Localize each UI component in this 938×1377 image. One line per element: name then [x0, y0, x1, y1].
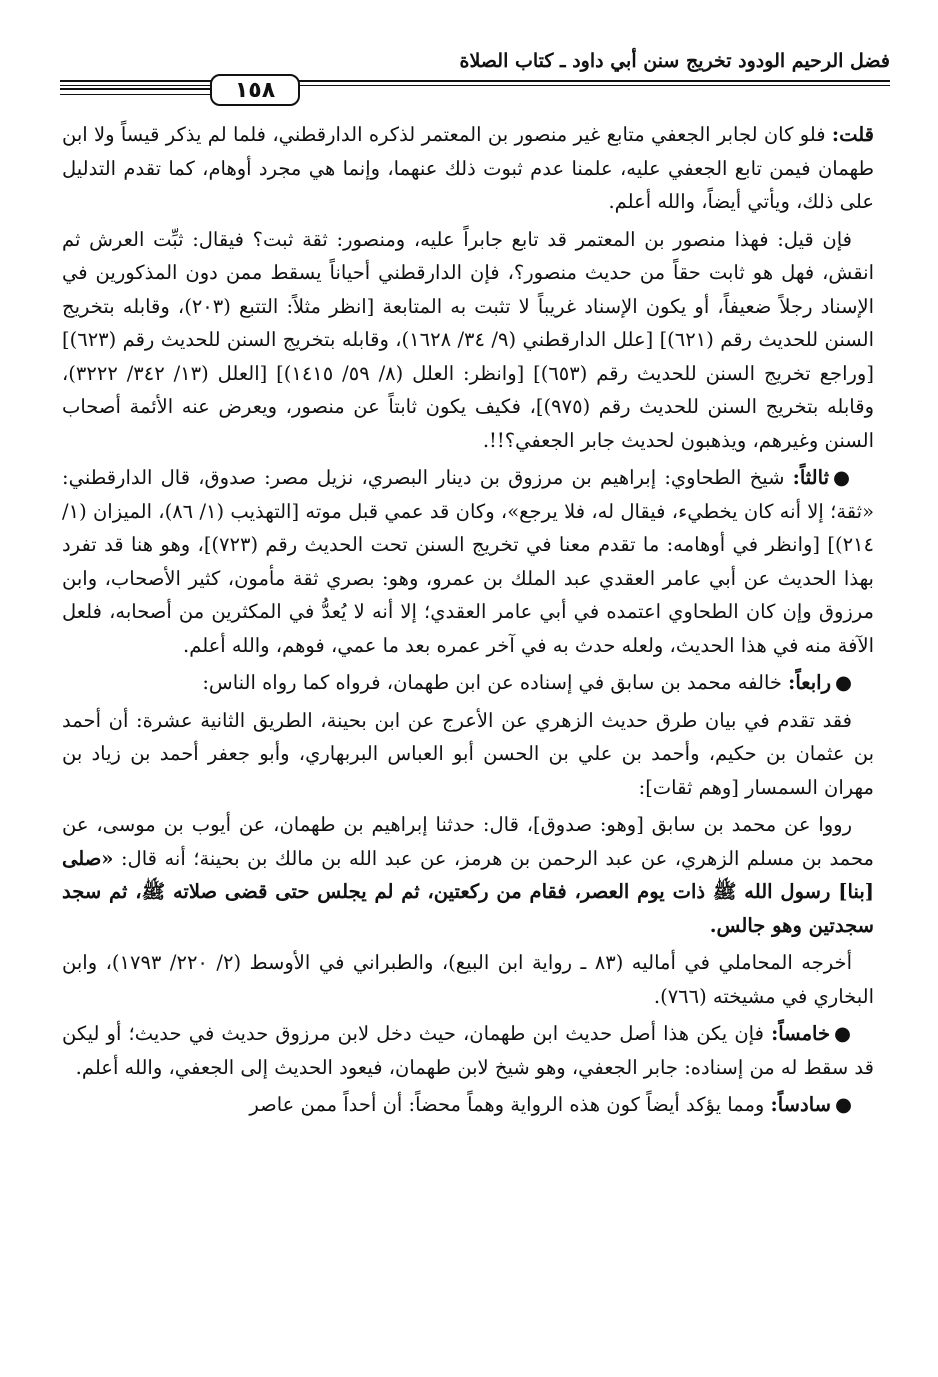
paragraph-text: فقد تقدم في بيان طرق حديث الزهري عن الأعرج عن ابن بحينة، الطريق الثانية عشرة: أن أحمد بن عثمان بن حكيم، وأحمد بن علي بن الحسن أبو العباس البربهاري، وأبو جعفر أحمد بن زياد بن مهران السمسار [وهم ثقات]: — [62, 708, 874, 799]
paragraph-lead: رابعاً: — [788, 671, 831, 694]
paragraph-9 — [62, 1088, 874, 1122]
paragraph-2 — [62, 223, 874, 458]
paragraph-7 — [62, 946, 874, 1013]
paragraph-4 — [62, 666, 874, 700]
paragraph-text: خالفه محمد بن سابق في إسناده عن ابن طهمان، فرواه كما رواه الناس: — [202, 671, 789, 694]
bullet-icon: ● — [833, 466, 853, 489]
paragraph-text: ومما يؤكد أيضاً كون هذه الرواية وهماً محضاً: أن أحداً ممن عاصر — [249, 1093, 771, 1116]
page-body — [62, 118, 874, 1126]
badge-rule-left — [60, 88, 210, 95]
page-number: ١٥٨ — [210, 74, 300, 106]
paragraph-text: رووا عن محمد بن سابق [وهو: صدوق]، قال: حدثنا إبراهيم بن طهمان، عن أيوب بن موسى، عن محمد بن مسلم الزهري، عن عبد الرحمن بن هرمز، عن عبد الله بن مالك بن بحينة؛ أنه قال: — [62, 813, 874, 870]
bullet-icon: ● — [834, 1022, 852, 1045]
paragraph-6 — [62, 808, 874, 942]
paragraph-8 — [62, 1017, 874, 1084]
page-header — [60, 48, 890, 110]
page-number-badge — [60, 68, 890, 104]
running-title: فضل الرحيم الودود تخريج سنن أبي داود ـ كتاب الصلاة — [459, 50, 890, 72]
paragraph-3 — [62, 461, 874, 662]
bullet-icon: ● — [834, 1093, 852, 1116]
paragraph-text: شيخ الطحاوي: إبراهيم بن مرزوق بن دينار البصري، نزيل مصر: صدوق، قال الدارقطني: «ثقة؛ إلا أنه كان يخطيء، فيقال له، فلا يرجع»، وكان قد عمي قبل موته [التهذيب (١/ ٨٦)، الميزان (١/ ٢١٤)] [وانظر في أوهامه: ما تقدم معنا في تخريج السنن تحت الحديث رقم (٧٢٣)]، وهو هنا قد تفرد بهذا الحديث عن أبي عامر العقدي عبد الملك بن عمرو، وهو: بصري ثقة مأمون، كثير الأصحاب، وابن مرزوق وإن كان الطحاوي اعتمده في أبي عامر العقدي؛ إلا أنه لا يُعدُّ في المكثرين من أصحابه، فلعل الآفة منه في هذا الحديث، ولعله حدث به في آخر عمره بعد ما عمي، فوهم، والله أعلم. — [62, 466, 874, 657]
paragraph-1 — [62, 118, 874, 219]
hadith-text: «صلى [بنا] رسول الله ﷺ ذات يوم العصر، فقام من ركعتين، ثم لم يجلس حتى قضى صلاته ﷺ، ثم سجد سجدتين وهو جالس. — [62, 846, 874, 937]
paragraph-lead: ثالثاً: — [792, 466, 829, 489]
paragraph-text: فإن قيل: فهذا منصور بن المعتمر قد تابع جابراً عليه، ومنصور: ثقة ثبت؟ فيقال: ثبِّت العرش ثم انقش، فهل هو ثابت حقاً من حديث منصور؟، فإن الدارقطني أحياناً يسقط ممن دون المذكورين في الإسناد رجلاً ضعيفاً، أو يكون الإسناد غريباً لا تثبت به المتابعة [انظر مثلاً: التتبع (٢٠٣)، وقابله بتخريج السنن للحديث رقم (٦٢١)] [علل الدارقطني (٩/ ٣٤/ ١٦٢٨)، وقابله بتخريج السنن للحديث رقم (٦٢٣)] [وراجع تخريج السنن للحديث رقم (٦٥٣)] [وانظر: العلل (٨/ ٥٩/ ١٤١٥)] [العلل (١٣/ ٣٤٢/ ٣٢٢٢)، وقابله بتخريج السنن للحديث رقم (٩٧٥)]، فكيف يكون ثابتاً عن منصور، ويعرض عنه الأئمة أصحاب السنن وغيرهم، ويذهبون لحديث جابر الجعفي؟!!. — [62, 227, 874, 452]
paragraph-lead: قلت: — [831, 123, 874, 146]
paragraph-lead: خامساً: — [771, 1022, 831, 1045]
paragraph-text: أخرجه المحاملي في أماليه (٨٣ ـ رواية ابن البيع)، والطبراني في الأوسط (٢/ ٢٢٠/ ١٧٩٣)، وابن البخاري في مشيخته (٧٦٦). — [62, 951, 874, 1008]
paragraph-text: فلو كان لجابر الجعفي متابع غير منصور بن المعتمر لذكره الدارقطني، فلما لم يذكر قيساً ولا ابن طهمان فيمن تابع الجعفي عليه، علمنا عدم ثبوت ذلك عنهما، وإنما هي مجرد أوهام، كما تقدم التدليل على ذلك، ويأتي أيضاً، والله أعلم. — [62, 123, 874, 213]
paragraph-text: فإن يكن هذا أصل حديث ابن طهمان، حيث دخل لابن مرزوق حديث في حديث؛ أو ليكن قد سقط له من إسناده: جابر الجعفي، وهو شيخ لابن طهمان، فيعود الحديث إلى الجعفي، والله أعلم. — [62, 1022, 874, 1079]
paragraph-lead: سادساً: — [770, 1093, 831, 1116]
paragraph-5 — [62, 704, 874, 805]
bullet-icon: ● — [834, 671, 852, 694]
